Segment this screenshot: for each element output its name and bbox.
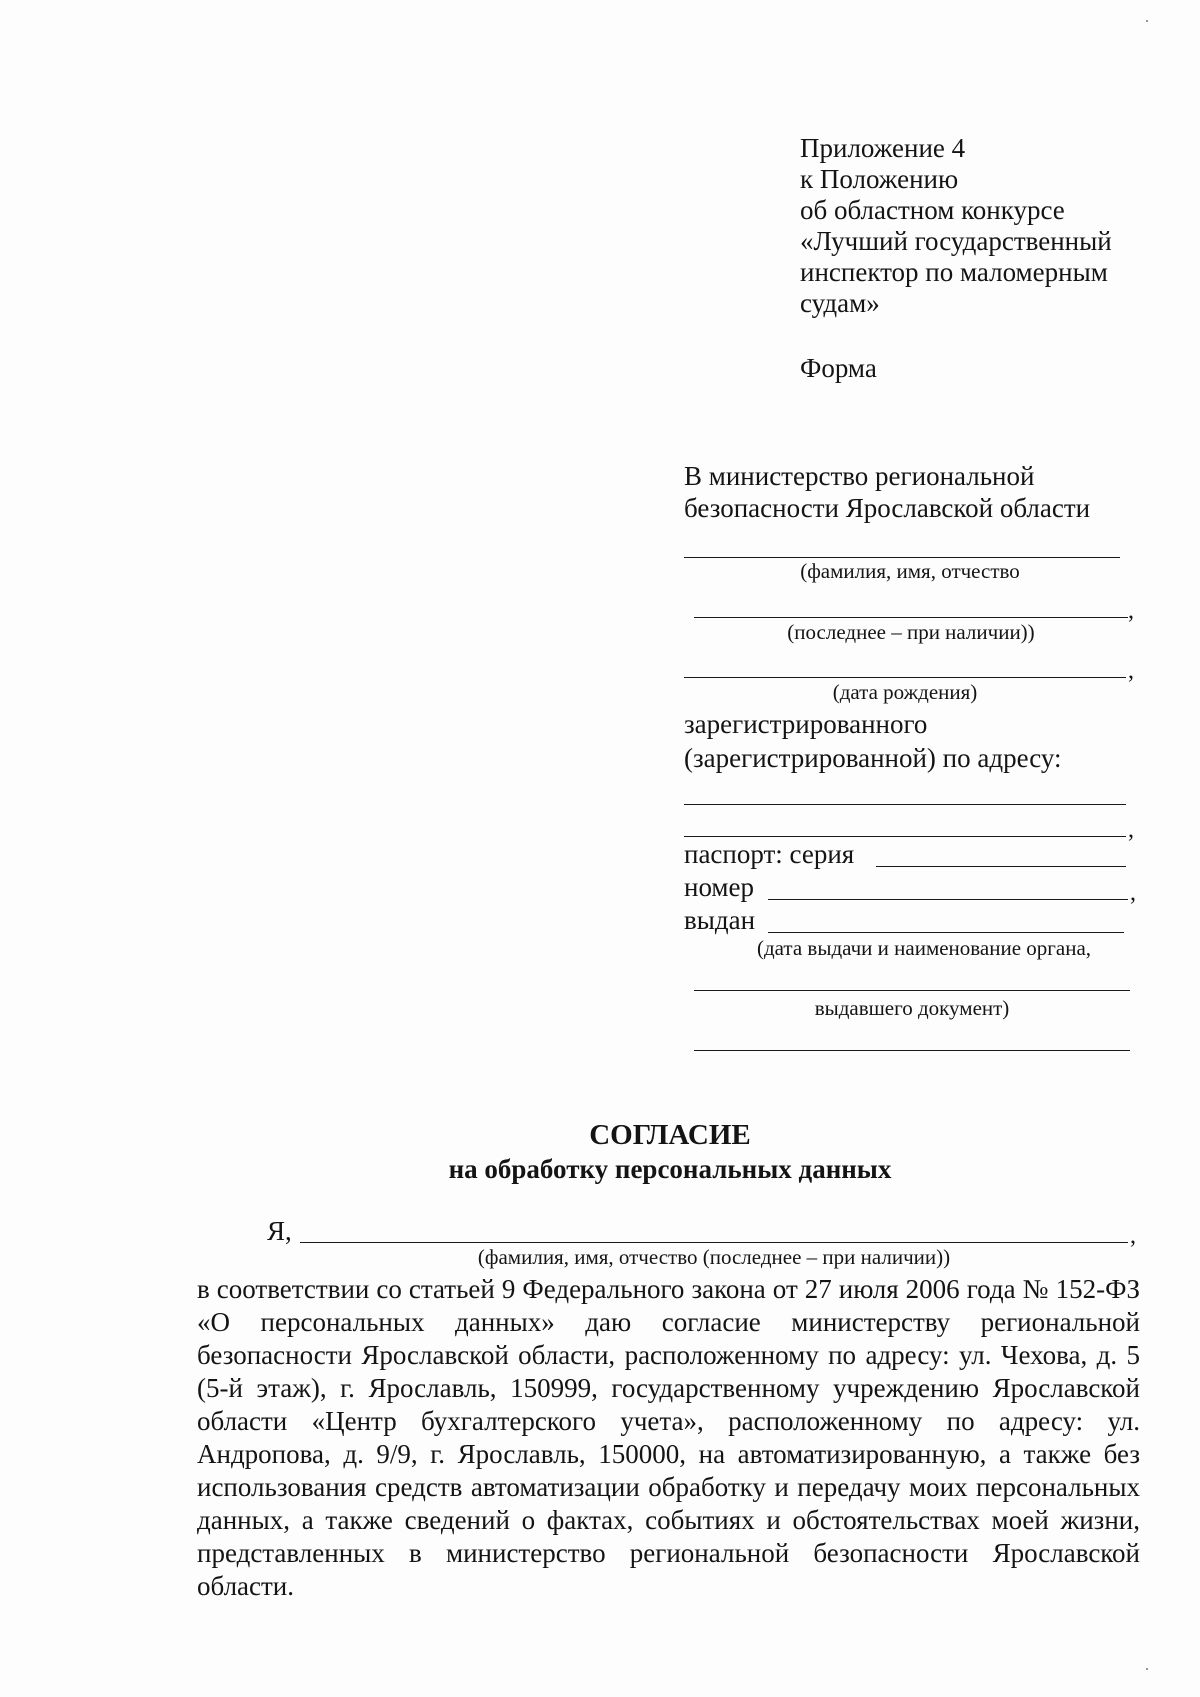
appendix-block bbox=[800, 133, 1160, 384]
consent-body-paragraph: в соответствии со статьей 9 Федерального закона от 27 июля 2006 года № 152-ФЗ «О персональных данных» даю согласие министерству региональной безопасности Ярославской области, расположенному по адресу: ул. Чехова, д. 5 (5-й этаж), г. Ярославль, 150999, государственному учреждению Ярославской области «Центр бухгалтерского учета», расположенному по адресу: ул. Андропова, д. 9/9, г. Ярославль, 150000, на автоматизированную, а также без использования средств автоматизации обработку и передачу моих персональных данных, а также сведений о фактах, событиях и обстоятельствах моей жизни, представленных в министерство региональной безопасности Ярославской области. bbox=[197, 1274, 1140, 1601]
birthdate-fill-line[interactable] bbox=[684, 677, 1126, 678]
scan-speck bbox=[1146, 20, 1148, 22]
appendix-line: судам» bbox=[800, 288, 880, 318]
passport-number-label: номер bbox=[684, 872, 755, 902]
appendix-line: инспектор по маломерным bbox=[800, 257, 1108, 287]
consent-subtitle: на обработку персональных данных bbox=[448, 1154, 892, 1184]
hint-fio-1: (фамилия, имя, отчество bbox=[800, 559, 1020, 583]
registered-label-2: (зарегистрированной) по адресу: bbox=[684, 743, 1062, 773]
comma: , bbox=[1130, 880, 1136, 906]
form-label: Форма bbox=[800, 353, 877, 383]
passport-issued-label: выдан bbox=[684, 905, 756, 935]
hint-issued-1: (дата выдачи и наименование органа, bbox=[756, 936, 1092, 960]
passport-issued-fill[interactable] bbox=[768, 932, 1124, 933]
appendix-line: к Положению bbox=[800, 164, 959, 194]
address-fill-line-1[interactable] bbox=[684, 804, 1126, 805]
issuer-fill-line-1[interactable] bbox=[694, 990, 1130, 991]
hint-issued-2: выдавшего документ) bbox=[814, 996, 1010, 1020]
appendix-line: Приложение 4 bbox=[800, 133, 966, 163]
appendix-line: «Лучший государственный bbox=[800, 226, 1112, 256]
issuer-fill-line-2[interactable] bbox=[694, 1050, 1130, 1051]
comma: , bbox=[1128, 658, 1134, 684]
hint-birth: (дата рождения) bbox=[832, 680, 978, 704]
fio-fill-line[interactable] bbox=[684, 557, 1120, 558]
comma: , bbox=[1128, 598, 1134, 624]
consent-fio-fill-line[interactable] bbox=[300, 1242, 1128, 1243]
comma: , bbox=[1128, 817, 1134, 843]
comma: , bbox=[1130, 1223, 1136, 1249]
hint-fio-2: (последнее – при наличии)) bbox=[787, 620, 1035, 644]
scan-speck bbox=[1146, 1668, 1148, 1670]
address-fill-line-2[interactable] bbox=[684, 836, 1126, 837]
passport-series-fill[interactable] bbox=[876, 866, 1126, 867]
addressee-line: В министерство региональной bbox=[684, 461, 1035, 491]
addressee-to bbox=[684, 460, 1154, 524]
passport-series-label: паспорт: серия bbox=[684, 839, 855, 869]
registered-label-1: зарегистрированного bbox=[684, 709, 928, 739]
appendix-line: об областном конкурсе bbox=[800, 195, 1065, 225]
addressee-line: безопасности Ярославской области bbox=[684, 493, 1091, 523]
ya-label: Я, bbox=[267, 1216, 292, 1246]
consent-title: СОГЛАСИЕ bbox=[589, 1119, 751, 1151]
fio-fill-line-2[interactable] bbox=[694, 617, 1128, 618]
consent-hint-fio: (фамилия, имя, отчество (последнее – при наличии)) bbox=[477, 1245, 951, 1269]
passport-number-fill[interactable] bbox=[768, 899, 1128, 900]
